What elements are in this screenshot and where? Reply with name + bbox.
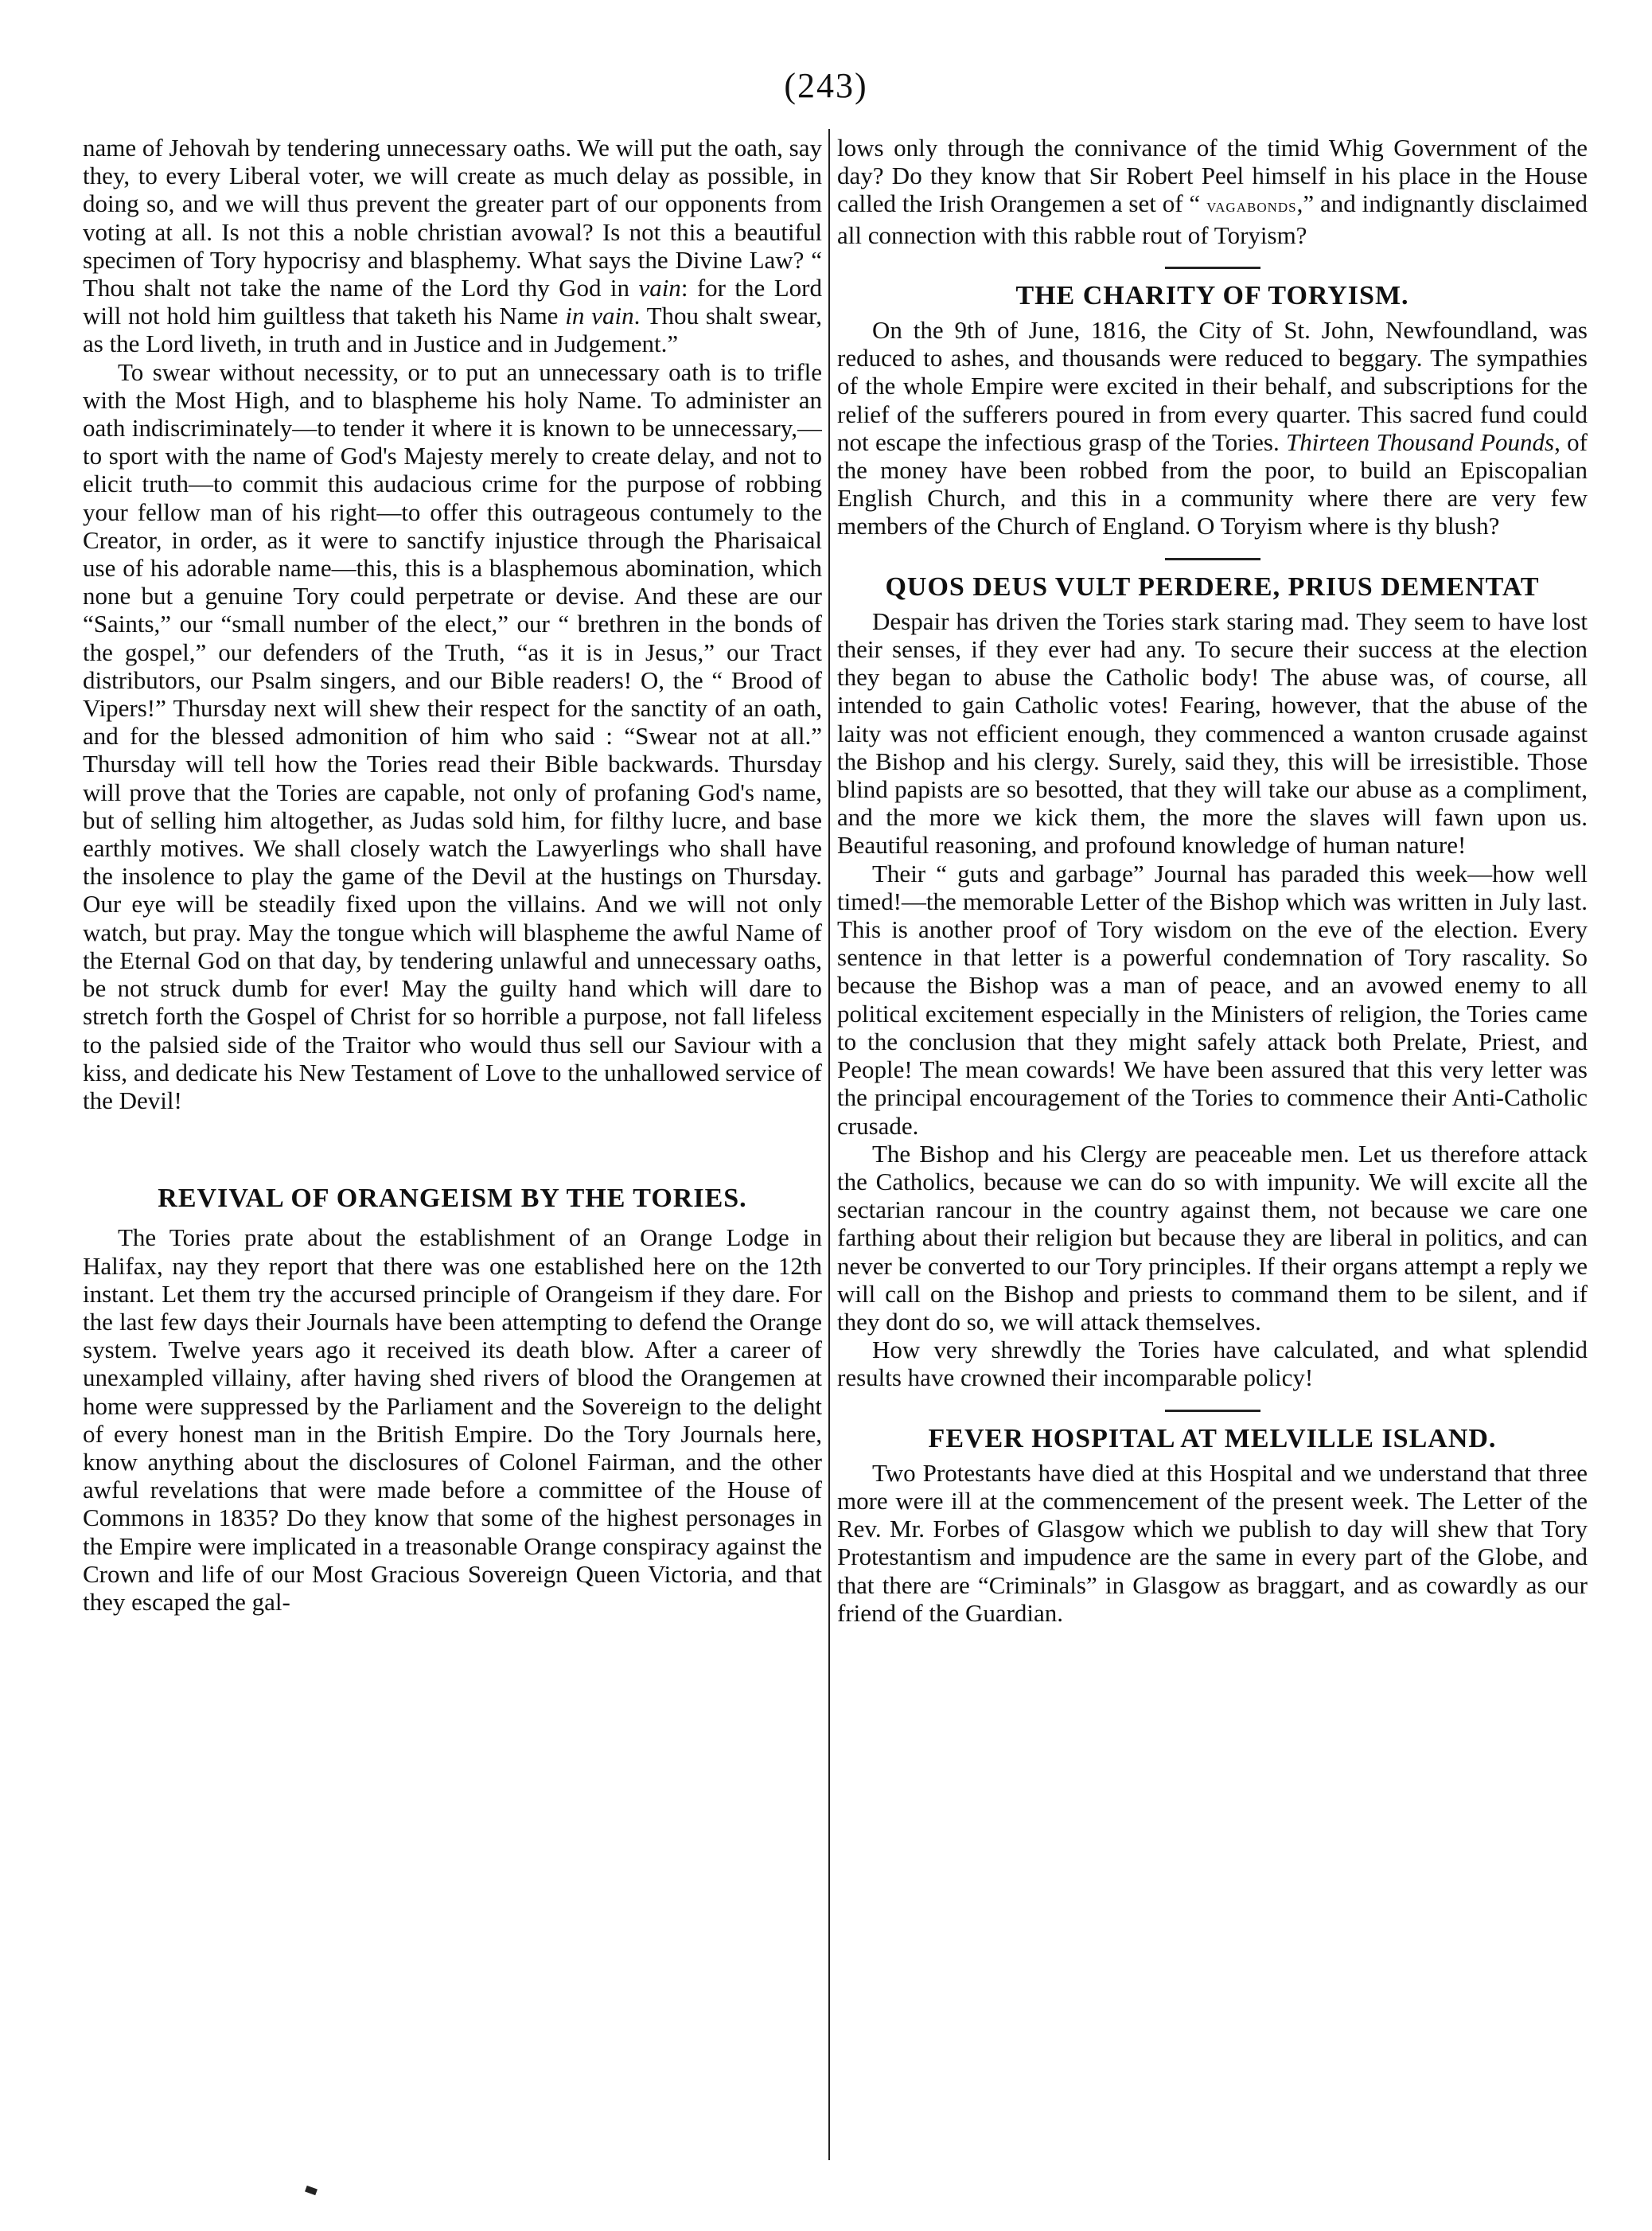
text-run: , of the money have been robbed from the poor, to build an Episcopalian English Church, and this in a community where there are very few members of the Church of England. O Toryism where is thy blush? <box>837 427 1588 540</box>
heading-gap <box>837 1453 1588 1459</box>
text-run: name of Jehovah by tendering unnecessary oaths. We will put the oath, say they, to every Liberal voter, we will create as much delay as possible, in doing so, and we will thus prevent the greater part of our opponents from voting at all. Is not this a noble christian avowal? Is not this a beautiful specimen of Tory hypocrisy and blasphemy. What says the Divine Law? “ Thou shalt not take the name of the Lord thy God in <box>83 134 822 302</box>
charity-paragraph <box>837 316 1588 540</box>
ink-mark <box>305 2186 318 2195</box>
letter-paragraph: Their “ guts and garbage” Journal has paraded this week—how well timed!—the memorable Letter of the Bishop which was written in July last. This is another proof of Tory wisdom on the eve of the election. Every sentence in that letter is a powerful condemnation of Tory rascality. So because the Bishop was a man of peace, and an avowed enemy to all political excitement especially in the Ministers of religion, the Tories came to the conclusion that they might safely attack both Prelate, Priest, and People! The mean cowards! We have been assured that this very letter was the principal encouragement of the Tories to commence their Anti-Catholic crusade. <box>837 859 1588 1140</box>
gallows-paragraph <box>837 134 1588 249</box>
italic-run: vain <box>638 274 681 302</box>
heading-orangeism: REVIVAL OF ORANGEISM BY THE TORIES. <box>158 1184 747 1214</box>
shrewdly-paragraph: How very shrewdly the Tories have calculated, and what splendid results have crowned their incomparable policy! <box>837 1336 1588 1392</box>
blasphemy-paragraph: To swear without necessity, or to put an unnecessary oath is to trifle with the Most High, and to blaspheme his holy Name. To administer an oath indiscriminately—to tender it where it is known to be unnecessary,—to sport with the name of God's Majesty merely to create delay, and not to elicit truth—to commit this audacious crime for the purpose of robbing your fellow man of his right—to offer this outrageous contumely to the Creator, in order, as it were to sanctify injustice through the Pharisaical use of his adorable name—this, this is a blasphemous abomination, which none but a genuine Tory could perpetrate or devise. And these are our “Saints,” our “small number of the elect,” our “ brethren in the bonds of the gospel,” our defenders of the Truth, “as it is in Jesus,” our Tract distributors, our Psalm singers, and our Bible readers! O, the “ Brood of Vipers!” Thursday next will shew their respect for the sanctity of an oath, and for the blessed admonition of him who said : “Swear not at all.” Thursday will tell how the Tories read their Bible backwards. Thursday will prove that the Tories are capable, not only of profaning God's name, but of selling him altogether, as Judas sold him, for filthy lucre, and base earthly motives. We shall closely watch the Lawyerlings who shall have the insolence to play the game of the Devil at the hustings on Thursday. Our eye will be steadily fixed upon the villains. And we will not only watch, but pray. May the tongue which will blaspheme the awful Name of the Eternal God on that day, by tendering unlawful and unnecessary oaths, be not struck dumb for ever! May the guilty hand which will dare to stretch forth the Gospel of Christ for so horrible a purpose, not fall lifeless to the palsied side of the Traitor who would thus sell our Saviour with a kiss, and dedicate his New Testament of Love to the unhallowed service of the Devil! <box>83 357 822 1114</box>
left-column <box>83 134 822 2155</box>
heading-gap <box>837 310 1588 316</box>
page-number: (243) <box>784 66 868 105</box>
text-run: ,” and indignantly disclaimed all connection with this rabble rout of Toryism? <box>837 189 1588 249</box>
section-rule <box>1165 1410 1260 1412</box>
despair-paragraph: Despair has driven the Tories stark staring mad. They seem to have lost their senses, if they ever had any. To secure their success at the election they began to abuse the Catholic body! The abuse was, of course, all intended to gain Catholic votes! Fearing, however, that the abuse of the laity was not efficient enough, they commenced a wanton crusade against the Bishop and his clergy. Surely, said they, this will be irresistible. Those blind papists are so besotted, that they will take our abuse as a compliment, and the more we kick them, the more the slaves will fawn upon us. Beautiful reasoning, and profound knowledge of human nature! <box>837 607 1588 860</box>
section-gap <box>83 1114 822 1184</box>
text-run: : for the Lord will not hold him guiltless that taketh his Name <box>83 274 822 330</box>
italic-run: in vain <box>565 302 634 330</box>
heading-quos-deus: QUOS DEUS VULT PERDERE, PRIUS DEMENTAT <box>885 571 1540 602</box>
right-column <box>837 134 1588 2155</box>
section-rule <box>1165 267 1260 269</box>
small-caps-run: vagabonds <box>1206 196 1297 217</box>
heading-fever-hospital: FEVER HOSPITAL AT MELVILLE ISLAND. <box>928 1423 1497 1453</box>
heading-charity: THE CHARITY OF TORYISM. <box>1015 280 1409 310</box>
section-rule <box>1165 558 1260 560</box>
italic-run: Thirteen Thousand Pounds <box>1286 427 1555 456</box>
hospital-paragraph: Two Protestants have died at this Hospital and we understand that three more were ill at the commencement of the present week. The Letter of the Rev. Mr. Forbes of Glasgow which we publish to day will shew that Tory Protestantism and impudence are the same in every part of the Globe, and that there are “Criminals” in Glasgow as braggart, and as cowardly as our friend of the Guardian. <box>837 1458 1588 1627</box>
text-run: . Thou shalt swear, as the Lord liveth, in truth and in Justice and in Judgement.” <box>83 302 822 358</box>
text-run: lows only through the connivance of the timid Whig Government of the day? Do they know that Sir Robert Peel himself in his place in the House called the Irish Orangemen a set of “ <box>837 134 1588 218</box>
orangeism-paragraph: The Tories prate about the establishment of an Orange Lodge in Halifax, nay they report that there was one established here on the 12th instant. Let them try the accursed principle of Orangeism if they dare. For the last few days their Journals have been attempting to defend the Orange system. Twelve years ago it received its death blow. After a career of unexampled villainy, after having shed rivers of blood the Orangemen at home were suppressed by the Parliament and the Sovereign to the delight of every honest man in the British Empire. Do the Tory Journals here, know anything about the disclosures of Colonel Fairman, and the other awful revelations that were made before a committee of the House of Commons in 1835? Do they know that some of the highest personages in the Empire were implicated in a treasonable Orange conspiracy against the Crown and life of our Most Gracious Sovereign Queen Victoria, and that they escaped the gal- <box>83 1223 822 1616</box>
oaths-paragraph <box>83 134 822 358</box>
heading-gap <box>837 601 1588 607</box>
heading-gap <box>83 1212 822 1223</box>
text-run: On the 9th of June, 1816, the City of St. John, Newfoundland, was reduced to ashes, and thousands were reduced to beggary. The sympathies of the whole Empire were excited in their behalf, and subscriptions for the relief of the sufferers poured in from every quarter. This sacred fund could not escape the infectious grasp of the Tories. <box>837 316 1588 456</box>
clergy-paragraph: The Bishop and his Clergy are peaceable men. Let us therefore attack the Catholics, because we can do so with impunity. We will excite all the sectarian rancour in the country against them, not because we care one farthing about their religion but because they are liberal in politics, and can never be converted to our Tory principles. If their organs attempt a reply we will call on the Bishop and priests to command them to be silent, and if they dont do so, we will attack themselves. <box>837 1139 1588 1336</box>
column-divider <box>828 129 830 2160</box>
